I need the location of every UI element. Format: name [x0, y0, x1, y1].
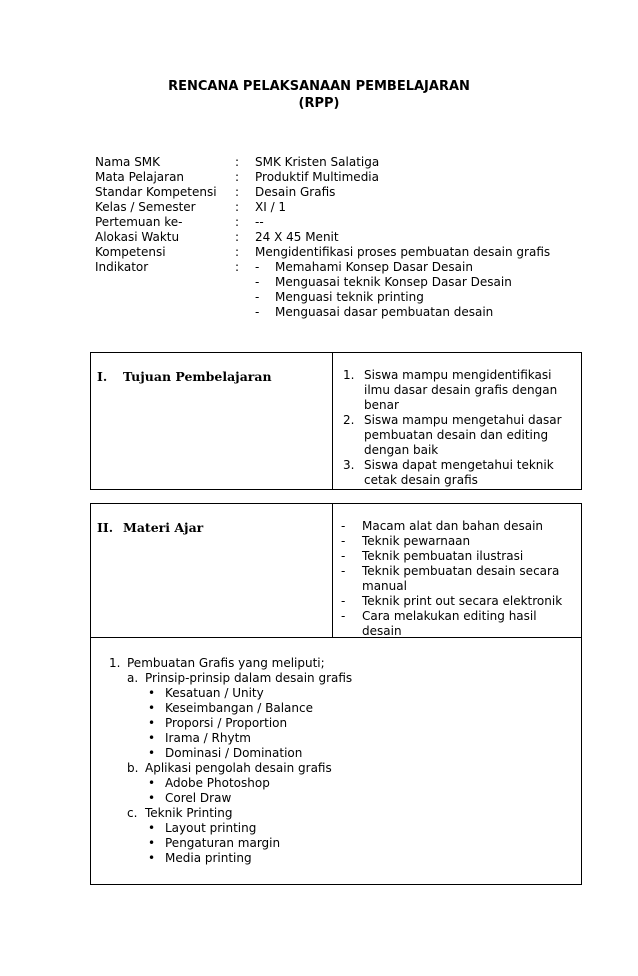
info-label: Mata Pelajaran	[95, 170, 185, 184]
goal-number: 1.	[343, 368, 355, 382]
materi-text: Teknik pewarnaan	[362, 534, 471, 548]
outline-text: Prinsip-prinsip dalam desain grafis	[145, 671, 353, 685]
outline-text: Layout printing	[165, 821, 257, 835]
outline-item	[109, 806, 352, 821]
outline-item	[109, 821, 352, 836]
goal-item	[343, 368, 575, 413]
materi-item: - Teknik pembuatan ilustrasi	[341, 549, 577, 564]
materi-text: Teknik pembuatan ilustrasi	[362, 549, 524, 563]
goal-text: Siswa mampu mengetahui dasar pembuatan desain dan editing dengan baik	[364, 413, 562, 457]
outline-marker: b.	[127, 761, 139, 775]
indikator-item: - Menguasai teknik Konsep Dasar Desain	[255, 275, 512, 289]
info-colon: :	[235, 170, 240, 184]
info-row	[95, 245, 550, 260]
materi-text: Teknik print out secara elektronik	[362, 594, 563, 608]
info-row	[95, 200, 550, 215]
info-label: Standar Kompetensi	[95, 185, 217, 199]
info-row	[95, 170, 550, 185]
outline-text: Pengaturan margin	[165, 836, 281, 850]
info-colon: :	[235, 155, 240, 169]
info-label: Pertemuan ke-	[95, 215, 183, 229]
info-value: Produktif Multimedia	[255, 170, 379, 184]
outline-item	[109, 746, 352, 761]
outline-text: Irama / Rhytm	[165, 731, 251, 745]
bullet-icon: •	[148, 851, 156, 865]
goal-item	[343, 458, 575, 488]
outline-item	[109, 716, 352, 731]
outline-text: Dominasi / Domination	[165, 746, 303, 760]
outline-text: Teknik Printing	[145, 806, 233, 820]
goal-number: 3.	[343, 458, 355, 472]
bullet-icon: •	[148, 836, 156, 850]
indikator-text: Menguasi teknik printing	[275, 290, 424, 304]
bullet-icon: •	[148, 821, 156, 835]
info-row	[95, 155, 550, 170]
section-number: II.	[97, 520, 114, 535]
info-value: --	[255, 215, 264, 229]
outline-marker: a.	[127, 671, 139, 685]
outline-text: Pembuatan Grafis yang meliputi;	[127, 656, 325, 670]
info-value: Mengidentifikasi proses pembuatan desain grafis	[255, 245, 551, 259]
outline-item	[109, 791, 352, 806]
materi-text: Teknik pembuatan desain secara manual	[362, 564, 560, 593]
outline-item	[109, 701, 352, 716]
outline-item	[109, 731, 352, 746]
outline-marker: 1.	[109, 656, 121, 670]
info-value: 24 X 45 Menit	[255, 230, 339, 244]
info-colon: :	[235, 260, 240, 274]
bullet-icon: •	[148, 791, 156, 805]
section-title-text: Tujuan Pembelajaran	[123, 369, 272, 384]
materi-item: - Macam alat dan bahan desain	[341, 519, 577, 534]
goal-text: Siswa mampu mengidentifikasi ilmu dasar desain grafis dengan benar	[364, 368, 558, 412]
outline-text: Aplikasi pengolah desain grafis	[145, 761, 332, 775]
bullet-icon: •	[148, 686, 156, 700]
outline-text: Media printing	[165, 851, 252, 865]
outline-item	[109, 836, 352, 851]
outline-list	[109, 656, 352, 866]
info-colon: :	[235, 245, 240, 259]
indikator-text: Memahami Konsep Dasar Desain	[275, 260, 473, 274]
outline-text: Keseimbangan / Balance	[165, 701, 313, 715]
section-materi-detail	[90, 636, 582, 885]
info-label: Alokasi Waktu	[95, 230, 180, 244]
materi-item: - Teknik pembuatan desain secara manual	[341, 564, 577, 594]
indikator-item: - Menguasai dasar pembuatan desain	[255, 305, 494, 319]
info-value: Desain Grafis	[255, 185, 336, 199]
info-colon: :	[235, 230, 240, 244]
section-number: I.	[97, 369, 108, 384]
info-label: Nama SMK	[95, 155, 161, 169]
info-label: Indikator	[95, 260, 149, 274]
goals-list	[343, 368, 575, 488]
materi-item: - Cara melakukan editing hasil desain	[341, 609, 577, 639]
info-value: XI / 1	[255, 200, 287, 214]
document-title: RENCANA PELAKSANAAN PEMBELAJARAN	[168, 79, 470, 94]
column-divider	[332, 353, 333, 489]
outline-item	[109, 656, 352, 671]
info-label: Kompetensi	[95, 245, 166, 259]
bullet-icon: •	[148, 701, 156, 715]
info-table	[95, 155, 550, 275]
outline-item	[109, 686, 352, 701]
column-divider	[332, 504, 333, 637]
goal-item	[343, 413, 575, 458]
info-colon: :	[235, 200, 240, 214]
outline-text: Proporsi / Proportion	[165, 716, 288, 730]
info-colon: :	[235, 185, 240, 199]
indikator-list	[255, 260, 512, 320]
indikator-item: - Menguasi teknik printing	[255, 290, 424, 304]
section-tujuan	[90, 352, 582, 490]
info-row	[95, 215, 550, 230]
materi-list	[341, 519, 577, 639]
section-materi	[90, 503, 582, 638]
outline-item	[109, 671, 352, 686]
section-title	[97, 520, 203, 535]
bullet-icon: •	[148, 716, 156, 730]
outline-text: Corel Draw	[165, 791, 232, 805]
info-row	[95, 230, 550, 245]
bullet-icon: •	[148, 776, 156, 790]
materi-item: - Teknik pewarnaan	[341, 534, 577, 549]
outline-item	[109, 851, 352, 866]
bullet-icon: •	[148, 731, 156, 745]
outline-item	[109, 761, 352, 776]
materi-item: - Teknik print out secara elektronik	[341, 594, 577, 609]
indikator-text: Menguasai teknik Konsep Dasar Desain	[275, 275, 512, 289]
section-title	[97, 369, 272, 384]
goal-number: 2.	[343, 413, 355, 427]
bullet-icon: •	[148, 746, 156, 760]
goal-text: Siswa dapat mengetahui teknik cetak desain grafis	[364, 458, 554, 487]
outline-text: Kesatuan / Unity	[165, 686, 264, 700]
info-label: Kelas / Semester	[95, 200, 196, 214]
document-subtitle: (RPP)	[298, 96, 340, 111]
outline-marker: c.	[127, 806, 138, 820]
section-title-text: Materi Ajar	[123, 520, 204, 535]
indikator-text: Menguasai dasar pembuatan desain	[275, 305, 494, 319]
materi-text: Cara melakukan editing hasil desain	[362, 609, 537, 638]
info-row	[95, 185, 550, 200]
info-colon: :	[235, 215, 240, 229]
materi-text: Macam alat dan bahan desain	[362, 519, 544, 533]
indikator-item: - Memahami Konsep Dasar Desain	[255, 260, 473, 274]
info-value: SMK Kristen Salatiga	[255, 155, 380, 169]
outline-text: Adobe Photoshop	[165, 776, 270, 790]
outline-item	[109, 776, 352, 791]
